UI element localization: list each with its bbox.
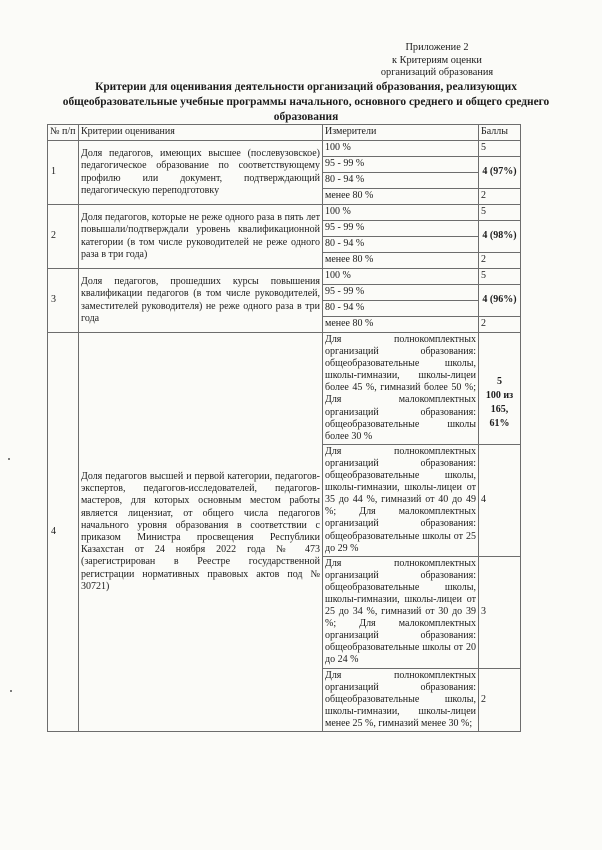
table-row (48, 141, 521, 157)
measure-cell: Для полнокомплектных организаций образования: общеобразовательные школы, школы-гимназии, школы-лицеи менее 25 %, гимназий менее 30 %; (323, 668, 479, 731)
points-cell: 2 (479, 189, 521, 205)
points-cell-result: 4 (98%) (479, 221, 521, 253)
points-percent: 61% (489, 418, 510, 429)
points-cell-result (479, 333, 521, 445)
table-header-row (48, 125, 521, 141)
points-cell: 5 (479, 205, 521, 221)
points-cell: 2 (479, 253, 521, 269)
measure-cell: 95 - 99 % (323, 221, 479, 237)
row-number: 1 (48, 141, 79, 205)
points-cell: 3 (479, 556, 521, 668)
column-header-criteria: Критерии оценивания (79, 125, 323, 141)
points-cell: 5 (479, 269, 521, 285)
column-header-points: Баллы (479, 125, 521, 141)
measure-cell: 95 - 99 % (323, 285, 479, 301)
measure-cell: менее 80 % (323, 253, 479, 269)
points-cell: 5 (479, 141, 521, 157)
points-cell-result: 4 (96%) (479, 285, 521, 317)
measure-cell: 95 - 99 % (323, 157, 479, 173)
binder-hole-mark (8, 458, 10, 460)
appendix-line: организаций образования (380, 67, 494, 79)
title-line: общеобразовательные учебные программы начального, основного среднего и общего среднего (62, 96, 550, 108)
row-number: 2 (48, 205, 79, 269)
criterion-text: Доля педагогов, имеющих высшее (послевузовское) педагогическое образование по соответствующему профилю или документ, подтверждающий педагогическую переподготовку (79, 141, 323, 205)
measure-cell: Для полнокомплектных организаций образования: общеобразовательные школы, школы-гимназии, школы-лицеи от 35 до 44 %, гимназий от 40 до 49 %; Для малокомплектных организаций образования: общеобразовательные школы от 25 до 29 % (323, 444, 479, 556)
measure-cell: Для полнокомплектных организаций образования: общеобразовательные школы, школы-гимназии, школы-лицеи более 45 %, гимназий более 50 %; Для малокомплектных организаций образования: общеобразовательные школы более 30 % (323, 333, 479, 445)
criterion-text: Доля педагогов, прошедших курсы повышения квалификации педагогов (в том числе руководителей, заместителей руководителя) не реже одного раза в три года (79, 269, 323, 333)
measure-cell: менее 80 % (323, 189, 479, 205)
table-row (48, 269, 521, 285)
measure-cell: 80 - 94 % (323, 301, 479, 317)
table-row (48, 333, 521, 445)
row-number: 4 (48, 333, 79, 732)
appendix-line: Приложение 2 (405, 42, 469, 53)
appendix-line: к Критериям оценки (392, 54, 482, 66)
document-title (46, 80, 566, 125)
measure-cell: 100 % (323, 141, 479, 157)
title-line: Критерии для оценивания деятельности организаций образования, реализующих (95, 81, 517, 93)
column-header-measures: Измерители (323, 125, 479, 141)
points-cell: 2 (479, 668, 521, 731)
title-line: образования (273, 111, 339, 123)
criterion-text: Доля педагогов высшей и первой категории, педагогов-экспертов, педагогов-исследователей, педагогов-мастеров, для которых основным местом работы является лицензиат, от общего числа педагогов начального уровня образования в соответствии с приказом Министра просвещения Республики Казахстан от 24 ноября 2022 года № 473 (зарегистрирован в Реестре государственной регистрации нормативных правовых актов под № 30721) (79, 333, 323, 732)
measure-cell: 100 % (323, 269, 479, 285)
column-header-number: № п/п (48, 125, 79, 141)
criterion-text: Доля педагогов, которые не реже одного раза в пять лет повышали/подтверждали уровень квалификационной категории (в том числе руководителей не реже одного раза в три года) (79, 205, 323, 269)
binder-hole-mark (10, 690, 12, 692)
measure-cell: 80 - 94 % (323, 237, 479, 253)
measure-cell: 80 - 94 % (323, 173, 479, 189)
points-detail: 100 из 165, (485, 390, 514, 415)
points-cell-result: 4 (97%) (479, 157, 521, 189)
points-cell: 4 (479, 444, 521, 556)
table-row (48, 205, 521, 221)
appendix-note (372, 42, 502, 80)
points-value: 5 (497, 376, 502, 387)
measure-cell: 100 % (323, 205, 479, 221)
criteria-table (47, 124, 521, 732)
row-number: 3 (48, 269, 79, 333)
measure-cell: Для полнокомплектных организаций образования: общеобразовательные школы, школы-гимназии, школы-лицеи от 25 до 34 %, гимназий от 30 до 39 %; Для малокомплектных организаций образования: общеобразовательные школы от 20 до 24 % (323, 556, 479, 668)
points-cell: 2 (479, 317, 521, 333)
measure-cell: менее 80 % (323, 317, 479, 333)
